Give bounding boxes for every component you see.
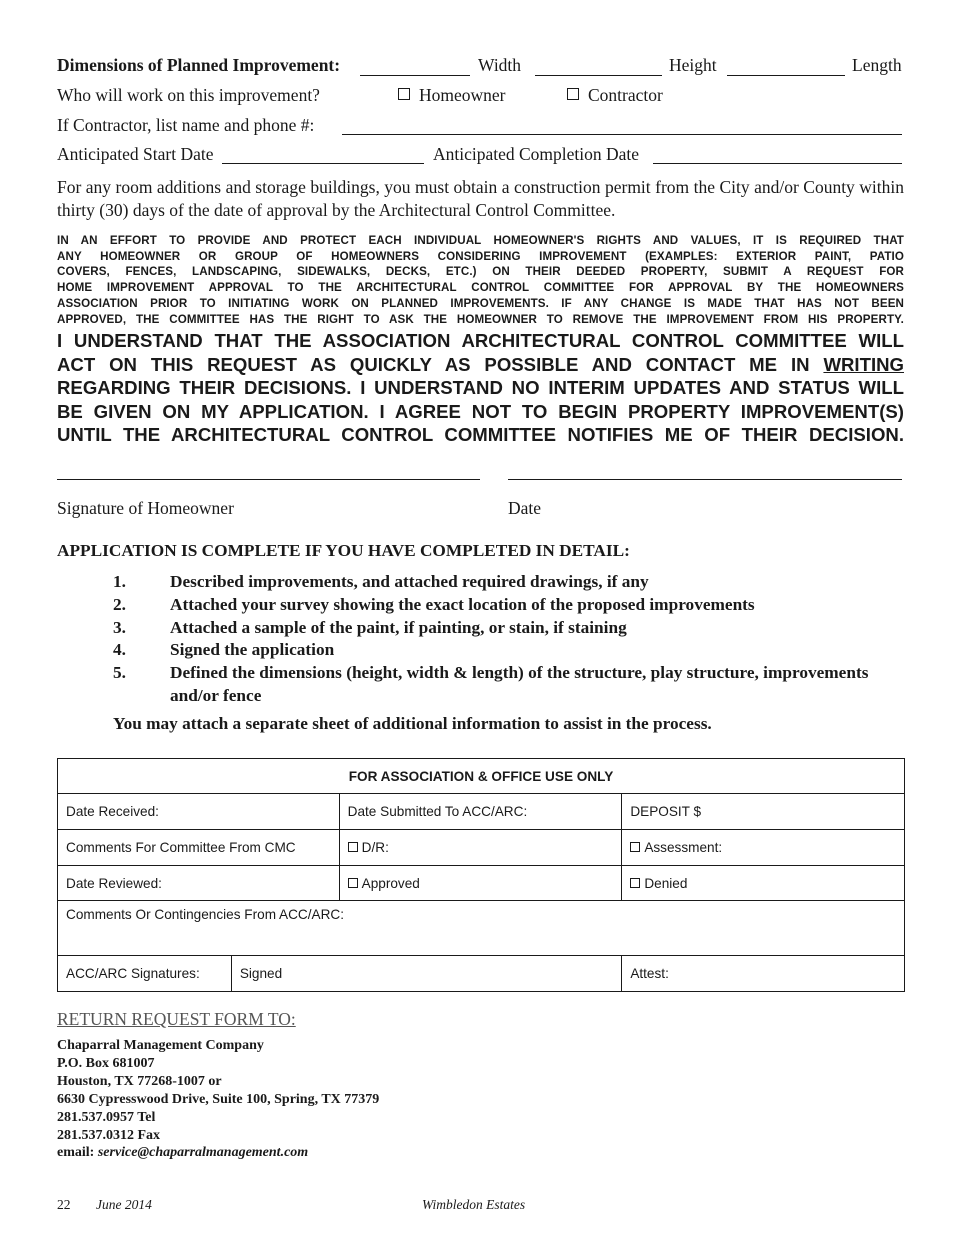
anticipated-start-label: Anticipated Start Date [57, 144, 214, 164]
list-item [113, 662, 908, 708]
rights-notice-line: COVERS, FENCES, LANDSCAPING, SIDEWALKS, DECKS, ETC.) ON THEIR DEEDED PROPERTY, SUBMIT A REQUEST FOR [57, 265, 904, 279]
date-reviewed-label: Date Reviewed: [66, 875, 162, 891]
list-item-text: Signed the application [170, 640, 335, 660]
denied-cell[interactable] [622, 866, 905, 901]
rights-notice-line: IN AN EFFORT TO PROVIDE AND PROTECT EACH INDIVIDUAL HOMEOWNER'S RIGHTS AND VALUES, IT IS REQUIRED THAT [57, 234, 904, 247]
attach-note: You may attach a separate sheet of additional information to assist in the process. [113, 714, 712, 733]
understand-notice [57, 329, 904, 447]
assessment-label: Assessment: [644, 840, 723, 855]
understand-line [57, 353, 904, 377]
list-item-number: 5. [113, 663, 126, 683]
office-use-title [58, 759, 905, 794]
approved-cell[interactable] [339, 866, 622, 901]
width-label: Width [478, 55, 522, 75]
who-will-work-question: Who will work on this improvement? [57, 85, 320, 105]
length-field[interactable] [727, 75, 845, 76]
date-received-cell[interactable] [58, 794, 340, 830]
return-heading: RETURN REQUEST FORM TO: [57, 1009, 296, 1029]
list-item-number: 2. [113, 594, 126, 614]
page-number: 22 [57, 1197, 71, 1212]
footer-community: Wimbledon Estates [422, 1197, 526, 1212]
list-item [113, 639, 908, 662]
homeowner-option-label: Homeowner [419, 85, 506, 105]
comments-acc-label: Comments Or Contingencies From ACC/ARC: [66, 907, 344, 922]
dr-label: D/R: [361, 840, 389, 855]
rights-notice-line: ANY HOMEOWNER OR GROUP OF HOMEOWNERS CONSIDERING IMPROVEMENT (EXAMPLES: EXTERIOR PAINT, PATIO [57, 249, 904, 263]
height-field[interactable] [535, 75, 662, 76]
approved-label: Approved [361, 875, 420, 891]
list-item [113, 617, 908, 640]
deposit-cell[interactable] [622, 794, 905, 830]
po-box: P.O. Box 681007 [57, 1055, 155, 1071]
office-use-table [57, 758, 905, 992]
rights-notice-line: APPROVED, THE COMMITTEE HAS THE RIGHT TO ASK THE HOMEOWNER TO REMOVE THE IMPROVEMENT FROM HIS PROPERTY. [57, 312, 904, 326]
list-item-text: Described improvements, and attached required drawings, if any [170, 572, 649, 591]
date-label: Date [508, 498, 542, 518]
contractor-option[interactable] [567, 85, 663, 106]
anticipated-completion-label: Anticipated Completion Date [433, 144, 640, 164]
signed-cell[interactable] [231, 956, 621, 992]
street-address: 6630 Cypresswood Drive, Suite 100, Spring, TX 77379 [57, 1091, 380, 1107]
homeowner-option[interactable] [398, 85, 506, 106]
height-label: Height [669, 55, 717, 75]
return-address [57, 1037, 379, 1162]
list-item-text: Attached a sample of the paint, if painting, or stain, if staining [170, 617, 627, 637]
understand-line: UNTIL THE ARCHITECTURAL CONTROL COMMITTEE NOTIFIES ME OF THEIR DECISION. [57, 424, 904, 445]
approved-checkbox[interactable] [348, 878, 358, 888]
list-item-number: 3. [113, 617, 126, 637]
application-complete-heading: APPLICATION IS COMPLETE IF YOU HAVE COMPLETED IN DETAIL: [57, 541, 630, 560]
width-field[interactable] [360, 75, 470, 76]
email-link[interactable]: service@chaparralmanagement.com [97, 1145, 309, 1161]
date-submitted-cell[interactable] [339, 794, 622, 830]
list-item-number: 1. [113, 572, 126, 591]
company-name: Chaparral Management Company [57, 1038, 264, 1053]
signature-label: Signature of Homeowner [57, 498, 234, 518]
understand-line: I UNDERSTAND THAT THE ASSOCIATION ARCHITECTURAL CONTROL COMMITTEE WILL [57, 330, 904, 351]
fax: 281.537.0312 Fax [57, 1127, 161, 1143]
permit-notice: For any room additions and storage buildings, you must obtain a construction permit from the City and/or County within thirty (30) days of the date of approval by the Architectural Control Committee. [57, 177, 904, 220]
denied-label: Denied [644, 875, 688, 891]
writing-emphasis: WRITING [823, 353, 904, 375]
list-item [113, 594, 908, 617]
list-item [113, 571, 908, 594]
attest-label: Attest: [630, 966, 669, 981]
rights-notice-line: ASSOCIATION PRIOR TO INITIATING WORK ON PLANNED IMPROVEMENTS. IF ANY CHANGE IS MADE THAT HAS NOT BEEN [57, 296, 904, 310]
understand-line: BE GIVEN ON MY APPLICATION. I AGREE NOT TO BEGIN PROPERTY IMPROVEMENT(S) [57, 400, 904, 422]
city-line: Houston, TX 77268-1007 or [57, 1073, 222, 1089]
date-reviewed-cell[interactable] [58, 866, 340, 901]
email-line [57, 1144, 379, 1162]
comments-cmc-label: Comments For Committee From CMC [66, 840, 296, 855]
dr-cell[interactable] [339, 830, 622, 866]
footer-date: June 2014 [96, 1197, 152, 1212]
list-item-number: 4. [113, 640, 126, 660]
contractor-option-label: Contractor [588, 85, 663, 105]
list-item-text: Attached your survey showing the exact location of the proposed improvements [170, 594, 755, 614]
signed-label: Signed [239, 966, 283, 981]
date-received-label: Date Received: [66, 804, 159, 819]
office-use-title-text: FOR ASSOCIATION & OFFICE USE ONLY [348, 768, 614, 784]
dr-checkbox[interactable] [348, 842, 358, 852]
checklist [113, 571, 908, 708]
email-label: email: [57, 1145, 95, 1161]
assessment-checkbox[interactable] [630, 842, 640, 852]
rights-notice [57, 233, 904, 327]
homeowner-checkbox[interactable] [398, 88, 410, 100]
deposit-label: DEPOSIT $ [630, 804, 702, 819]
dimensions-label: Dimensions of Planned Improvement: [57, 55, 341, 75]
signatures-cell [58, 956, 232, 992]
contractor-info-field[interactable] [342, 134, 902, 135]
understand-line: REGARDING THEIR DECISIONS. I UNDERSTAND NO INTERIM UPDATES AND STATUS WILL [57, 377, 904, 398]
rights-notice-line: HOME IMPROVEMENT APPROVAL TO THE ARCHITECTURAL CONTROL COMMITTEE FOR APPROVAL BY THE HOMEOWNERS [57, 281, 904, 295]
signatures-label: ACC/ARC Signatures: [66, 966, 200, 981]
contractor-info-label: If Contractor, list name and phone #: [57, 115, 315, 135]
assessment-cell[interactable] [622, 830, 905, 866]
anticipated-start-field[interactable] [222, 163, 424, 164]
telephone: 281.537.0957 Tel [57, 1109, 156, 1125]
list-item-text: Defined the dimensions (height, width & length) of the structure, play structure, improvements and/or fence [170, 663, 869, 705]
understand-line-text: ACT ON THIS REQUEST AS QUICKLY AS POSSIBLE AND CONTACT ME IN [57, 353, 810, 375]
attest-cell[interactable] [622, 956, 905, 992]
signature-field[interactable] [57, 479, 480, 480]
date-submitted-label: Date Submitted To ACC/ARC: [347, 804, 528, 819]
denied-checkbox[interactable] [630, 878, 640, 888]
comments-cmc-cell[interactable] [58, 830, 340, 866]
contractor-checkbox[interactable] [567, 88, 579, 100]
date-field[interactable] [508, 479, 902, 480]
anticipated-completion-field[interactable] [653, 163, 902, 164]
length-label: Length [852, 55, 902, 75]
comments-acc-cell[interactable] [58, 901, 905, 956]
